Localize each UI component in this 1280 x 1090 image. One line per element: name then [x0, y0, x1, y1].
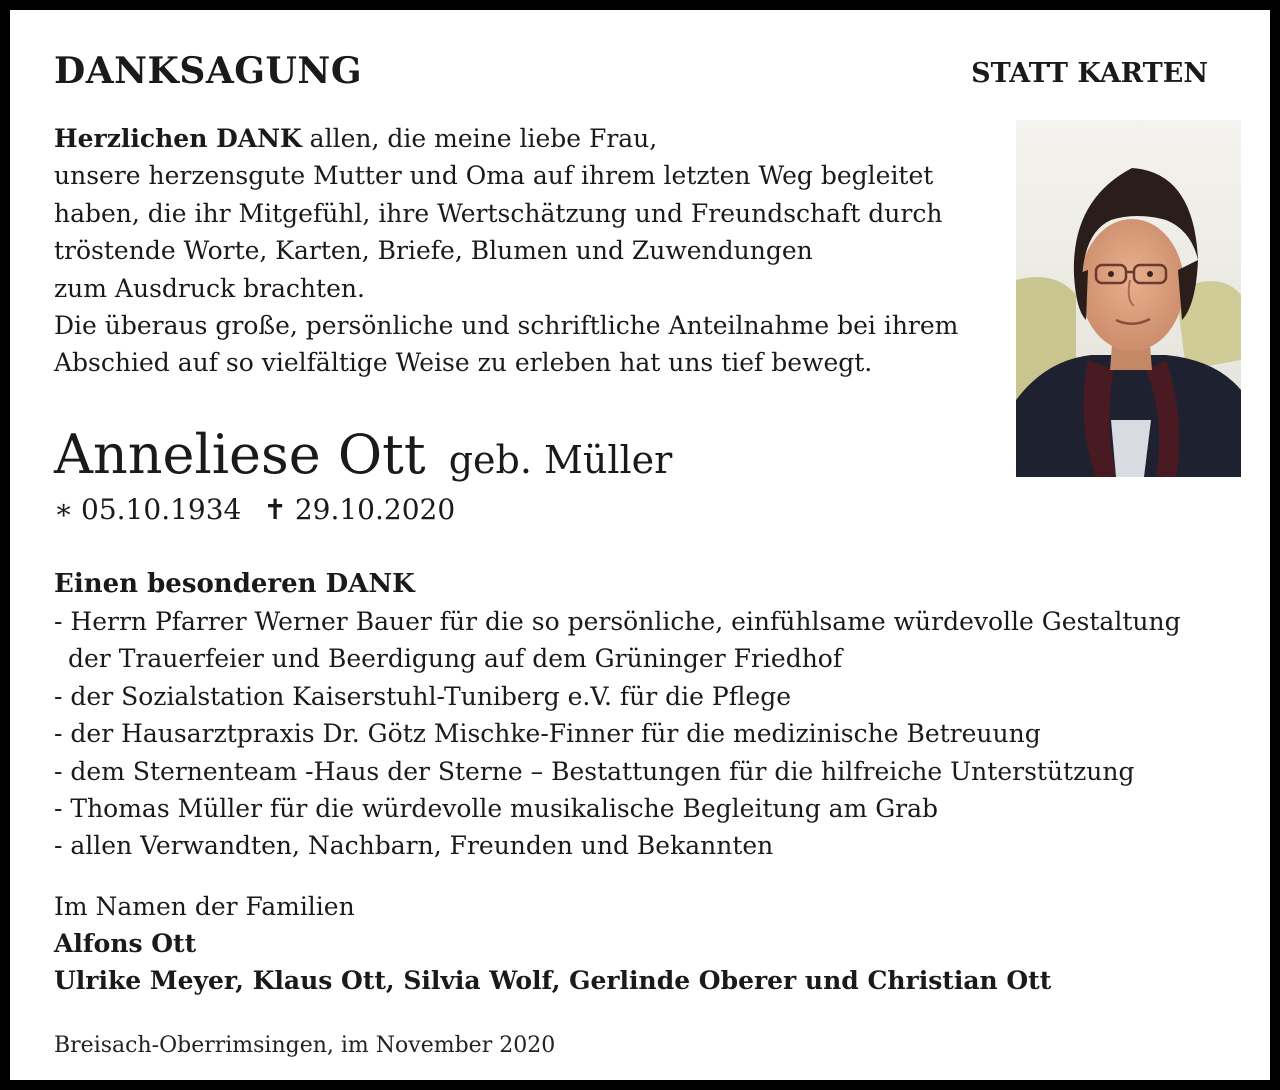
- intro-line-3: haben, die ihr Mitgefühl, ihre Wertschätzung und Freundschaft durch: [54, 198, 943, 228]
- list-item: - Thomas Müller für die würdevolle musikalische Begleitung am Grab: [54, 794, 939, 824]
- list-item: - dem Sternenteam -Haus der Sterne – Bestattungen für die hilfreiche Unterstützung: [54, 756, 1135, 786]
- deceased-name: [54, 420, 672, 495]
- signature-intro: Im Namen der Familien: [54, 892, 355, 921]
- signature-names-2: Ulrike Meyer, Klaus Ott, Silvia Wolf, Gerlinde Oberer und Christian Ott: [54, 966, 1052, 995]
- list-item: - der Sozialstation Kaiserstuhl-Tuniberg e.V. für die Pflege: [54, 681, 792, 711]
- intro-line-1-rest: allen, die meine liebe Frau,: [301, 124, 658, 153]
- intro-line-5: zum Ausdruck brachten.: [54, 273, 365, 303]
- birth-star-icon: ∗: [54, 493, 74, 526]
- birth-date: 05.10.1934: [81, 493, 242, 526]
- death-date: 29.10.2020: [294, 493, 456, 526]
- list-item: - Herrn Pfarrer Werner Bauer für die so persönliche, einfühlsame würdevolle Gestaltung: [54, 607, 1181, 636]
- special-thanks-list: [54, 603, 1181, 865]
- notice-heading: DANKSAGUNG: [54, 50, 363, 92]
- list-item: - der Hausarztpraxis Dr. Götz Mischke-Finner für die medizinische Betreuung: [54, 719, 1041, 749]
- intro-line-1: [54, 120, 958, 157]
- special-thanks-title: Einen besonderen DANK: [54, 569, 415, 599]
- intro-line-4: tröstende Worte, Karten, Briefe, Blumen und Zuwendungen: [54, 236, 813, 266]
- list-item: - allen Verwandten, Nachbarn, Freunden und Bekannten: [54, 831, 774, 861]
- intro-line-7: Abschied auf so vielfältige Weise zu erleben hat uns tief bewegt.: [54, 348, 873, 378]
- signature-line-2: [54, 962, 1051, 999]
- deceased-full-name: Anneliese Ott: [54, 423, 426, 486]
- signature-name-1: Alfons Ott: [54, 929, 197, 958]
- place-date: Breisach-Oberrimsingen, im November 2020: [54, 1033, 556, 1058]
- maiden-name: geb. Müller: [448, 438, 673, 482]
- intro-line-2: unsere herzensgute Mutter und Oma auf ihrem letzten Weg begleitet: [54, 161, 934, 191]
- list-item-continuation: der Trauerfeier und Beerdigung auf dem Grüninger Friedhof: [68, 644, 843, 674]
- intro-lead-bold: Herzlichen DANK: [54, 124, 302, 153]
- intro-paragraph: [54, 120, 958, 382]
- portrait-photo: [1016, 120, 1241, 477]
- statt-karten-label: STATT KARTEN: [971, 58, 1208, 89]
- life-dates: [54, 490, 455, 530]
- intro-line-6: Die überaus große, persönliche und schriftliche Anteilnahme bei ihrem: [54, 311, 959, 341]
- death-cross-icon: ✝: [263, 493, 287, 526]
- signature-block: [54, 888, 1051, 999]
- signature-line-1: [54, 925, 1051, 962]
